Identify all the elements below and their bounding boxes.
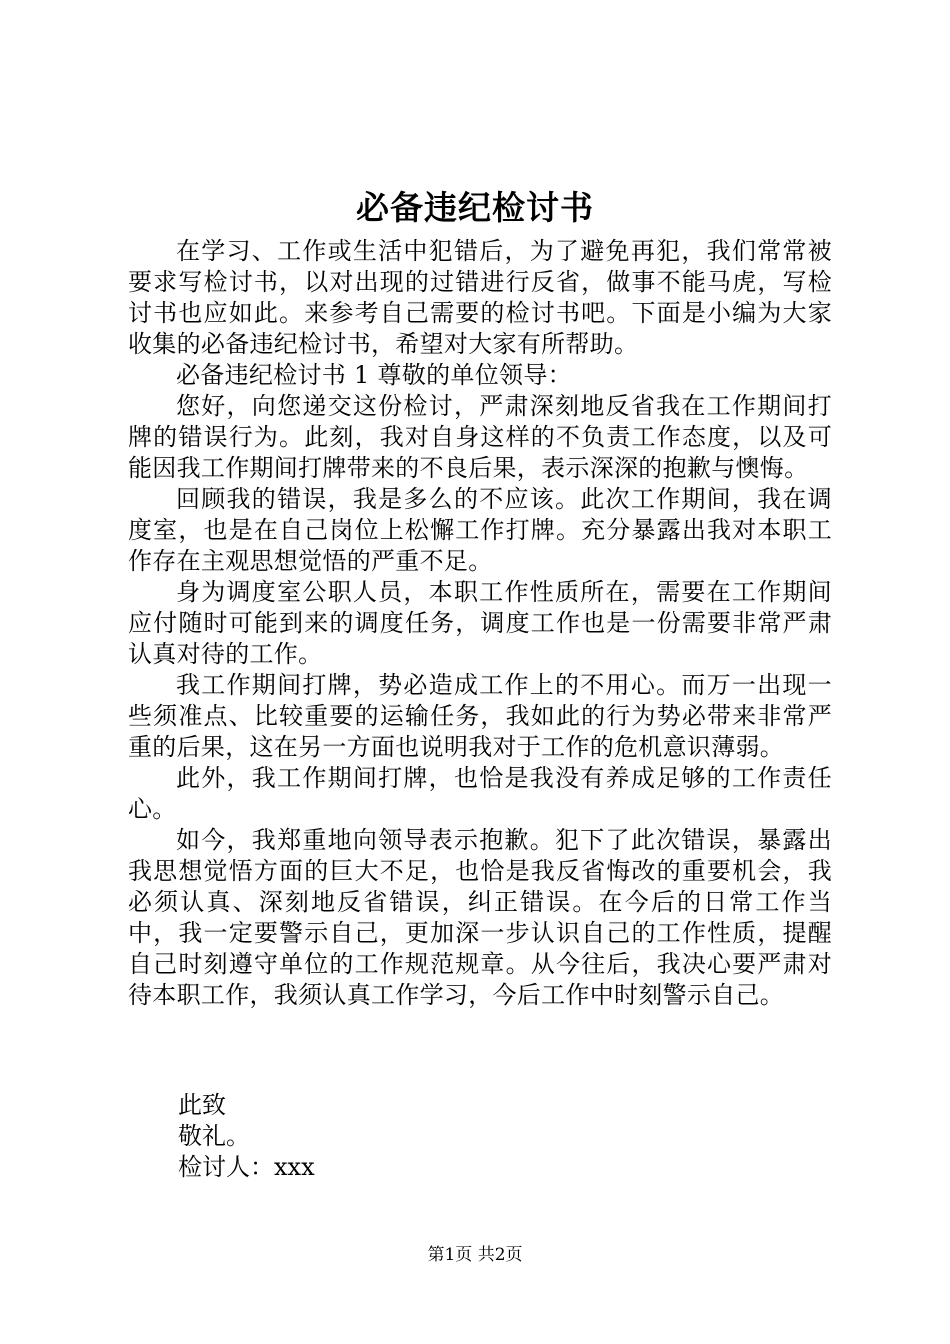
paragraph-review: 回顾我的错误，我是多么的不应该。此次工作期间，我在调度室，也是在自己岗位上松懈工作打牌。充分暴露出我对本职工作存在主观思想觉悟的严重不足。 xyxy=(128,485,832,575)
document-title: 必备违纪检讨书 xyxy=(356,188,594,227)
paragraph-responsibility: 此外，我工作期间打牌，也恰是我没有养成足够的工作责任心。 xyxy=(128,764,832,823)
paragraph-intro: 在学习、工作或生活中犯错后，为了避免再犯，我们常常被要求写检讨书，以对出现的过错进行反省，做事不能马虎，写检讨书也应如此。来参考自己需要的检讨书吧。下面是小编为大家收集的必备违纪检讨书，希望对大家有所帮助。 xyxy=(128,237,832,358)
paragraph-salutation: 必备违纪检讨书 1 尊敬的单位领导： xyxy=(176,361,572,389)
paragraph-duty: 身为调度室公职人员，本职工作性质所在，需要在工作期间应付随时可能到来的调度任务，调度工作也是一份需要非常严肃认真对待的工作。 xyxy=(128,578,832,668)
closing-signature: 检讨人：xxx xyxy=(178,1153,315,1181)
paragraph-consequence: 我工作期间打牌，势必造成工作上的不用心。而万一出现一些须准点、比较重要的运输任务，我如此的行为势必带来非常严重的后果，这在另一方面也说明我对于工作的危机意识薄弱。 xyxy=(128,671,832,761)
closing-block xyxy=(178,1090,315,1183)
closing-regards: 此致 xyxy=(178,1091,226,1119)
closing-salute: 敬礼。 xyxy=(178,1122,250,1150)
page-footer: 第1页 共2页 xyxy=(427,1245,523,1265)
paragraph-resolution: 如今，我郑重地向领导表示抱歉。犯下了此次错误，暴露出我思想觉悟方面的巨大不足，也恰是我反省悔改的重要机会，我必须认真、深刻地反省错误，纠正错误。在今后的日常工作当中，我一定要警示自己，更加深一步认识自己的工作性质，提醒自己时刻遵守单位的工作规范规章。从今往后，我决心要严肃对待本职工作，我须认真工作学习，今后工作中时刻警示自己。 xyxy=(128,826,832,1009)
paragraph-opening: 您好，向您递交这份检讨，严肃深刻地反省我在工作期间打牌的错误行为。此刻，我对自身这样的不负责工作态度，以及可能因我工作期间打牌带来的不良后果，表示深深的抱歉与懊悔。 xyxy=(128,392,832,482)
document-body xyxy=(128,236,832,1011)
